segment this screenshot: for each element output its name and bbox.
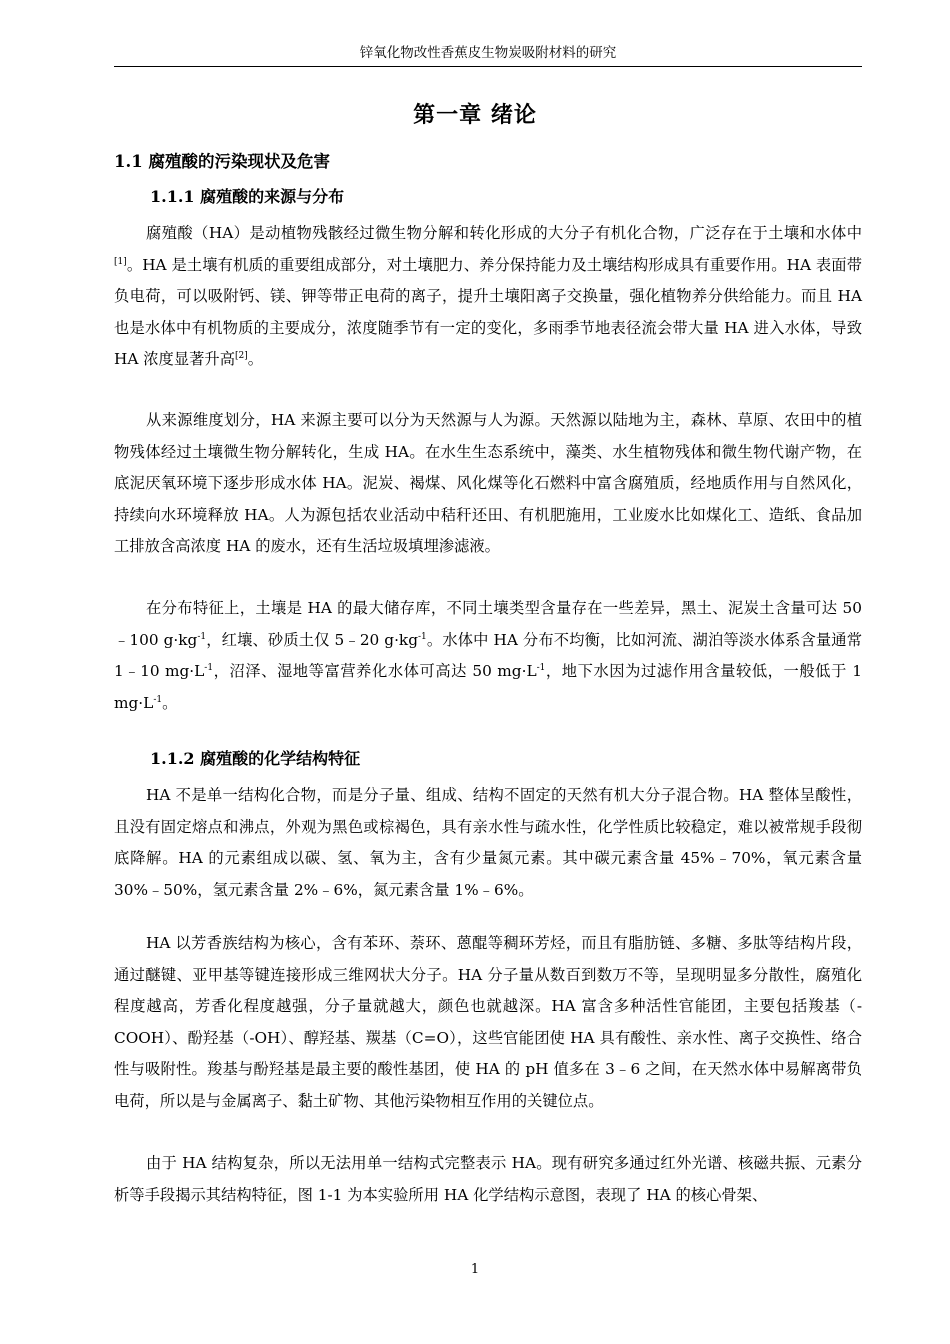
citation-2: [2]	[235, 350, 248, 361]
page-number: 1	[470, 1262, 480, 1277]
paragraph-ha-composition: HA 不是单一结构化合物，而是分子量、组成、结构不固定的天然有机大分子混合物。HA 整体呈酸性，且没有固定熔点和沸点，外观为黑色或棕褐色，具有亲水性与疏水性，化学性质比较稳定，难以被常规手段彻底降解。HA 的元素组成以碳、氢、氧为主，含有少量氮元素。其中碳元素含量 45%﹣70%，氧元素含量 30%﹣50%，氢元素含量 2%﹣6%，氮元素含量 1%﹣6%。	[114, 786, 862, 899]
running-header: 锌氧化物改性香蕉皮生物炭吸附材料的研究	[114, 40, 862, 67]
paragraph-ha-structure: HA 以芳香族结构为核心，含有苯环、萘环、蒽醌等稠环芳烃，而且有脂肪链、多糖、多肽等结构片段，通过醚键、亚甲基等键连接形成三维网状大分子。HA 分子量从数百到数万不等，呈现明显多分散性，腐殖化程度越高，芳香化程度越强，分子量就越大，颜色也就越深。HA 富含多种活性官能团，主要包括羧基（-COOH）、酚羟基（-OH）、醇羟基、羰基（C=O），这些官能团使 HA 具有酸性、亲水性、离子交换性、络合性与吸附性。羧基与酚羟基是最主要的酸性基团，使 HA 的 pH 值多在 3﹣6 之间，在天然水体中易解离带负电荷，所以是与金属离子、黏土矿物、其他污染物相互作用的关键位点。	[114, 934, 862, 1110]
paragraph-ha-characterization: 由于 HA 结构复杂，所以无法用单一结构式完整表示 HA。现有研究多通过红外光谱、核磁共振、元素分析等手段揭示其结构特征，图 1-1 为本实验所用 HA 化学结构示意图，表现了 HA 的核心骨架、	[114, 1154, 862, 1204]
section-heading-1-1-1: 1.1.1 腐殖酸的来源与分布	[150, 187, 345, 206]
paragraph-ha-sources: 从来源维度划分，HA 来源主要可以分为天然源与人为源。天然源以陆地为主，森林、草原、农田中的植物残体经过土壤微生物分解转化，生成 HA。在水生生态系统中，藻类、水生植物残体和微生物代谢产物，在底泥厌氧环境下逐步形成水体 HA。泥炭、褐煤、风化煤等化石燃料中富含腐殖质，经地质作用与自然风化，持续向水环境释放 HA。人为源包括农业活动中秸秆还田、有机肥施用，工业废水比如煤化工、造纸、食品加工排放含高浓度 HA 的废水，还有生活垃圾填埋渗滤液。	[114, 411, 862, 555]
citation-1: [1]	[114, 256, 127, 267]
section-heading-1-1-2: 1.1.2 腐殖酸的化学结构特征	[150, 749, 361, 768]
section-heading-1-1: 1.1 腐殖酸的污染现状及危害	[114, 152, 330, 171]
paragraph-ha-distribution: 在分布特征上，土壤是 HA 的最大储存库，不同土壤类型含量存在一些差异，黑土、泥炭土含量可达 50﹣100 $g\cdot kg^{-1}$，红壤、砂质土仅 5﹣20 $g\cdot kg^{-1}$。水体中 HA 分布不均衡，比如河流、湖泊等淡水体系含量通常 1﹣10 $mg\cdot L^{-1}$，沼泽、湿地等富营养化水体可高达 50 $mg\cdot L^{-1}$，地下水因为过滤作用含量较低，一般低于 1 $mg\cdot L^{-1}$。	[114, 599, 863, 712]
paragraph-ha-definition: 腐殖酸（HA）是动植物残骸经过微生物分解和转化形成的大分子有机化合物，广泛存在于土壤和水体中[1]。HA 是土壤有机质的重要组成部分，对土壤肥力、养分保持能力及土壤结构形成具有重要作用。HA 表面带负电荷，可以吸附钙、镁、钾等带正电荷的离子，提升土壤阳离子交换量，强化植物养分供给能力。而且 HA 也是水体中有机物质的主要成分，浓度随季节有一定的变化，多雨季节地表径流会带大量 HA 进入水体，导致 HA 浓度显著升高[2]。	[114, 224, 862, 368]
chapter-title: 第一章 绪论	[413, 102, 537, 128]
